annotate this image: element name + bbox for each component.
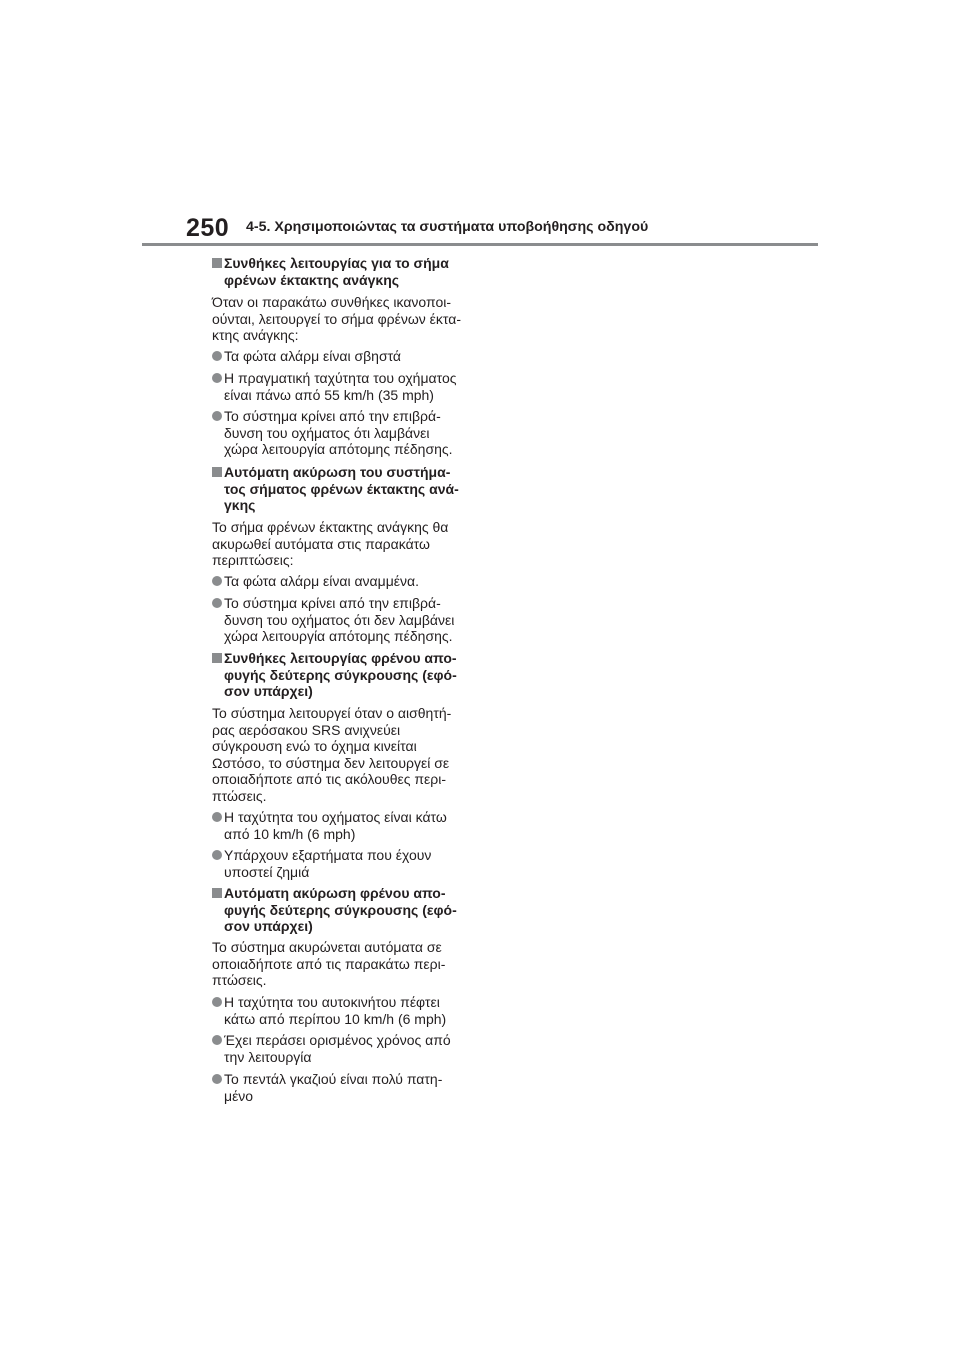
square-bullet-icon (212, 258, 222, 268)
text-line: σύγκρουση ενώ το όχημα κινείται (212, 738, 417, 755)
round-bullet-icon (212, 411, 222, 421)
round-bullet-icon (212, 351, 222, 361)
bullet-item (212, 847, 431, 880)
round-bullet-icon (212, 576, 222, 586)
text-line: κτης ανάγκης: (212, 327, 299, 344)
text-line: υποστεί ζημιά (224, 863, 310, 880)
bullet-item (212, 809, 447, 842)
round-bullet-icon (212, 1074, 222, 1084)
round-bullet-icon (212, 1035, 222, 1045)
bullet-item (212, 408, 453, 458)
text-line: ρας αερόσακου SRS ανιχνεύει (212, 721, 401, 738)
section-title: 4-5. Χρησιμοποιώντας τα συστήματα υποβοήθησης οδηγού (246, 219, 649, 235)
section-heading (212, 255, 449, 288)
text-line: Συνθήκες λειτουργίας για το σήμα (224, 255, 449, 271)
text-line: γκης (224, 497, 256, 514)
text-line: Αυτόματη ακύρωση του συστήμα- (224, 464, 451, 480)
paragraph (212, 294, 461, 344)
square-bullet-icon (212, 467, 222, 477)
text-line: Όταν οι παρακάτω συνθήκες ικανοποι- (212, 294, 452, 310)
round-bullet-icon (212, 373, 222, 383)
paragraph (212, 705, 451, 805)
text-line: οποιαδήποτε από τις παρακάτω περι- (212, 955, 446, 972)
round-bullet-icon (212, 598, 222, 608)
text-line: Το πεντάλ γκαζιού είναι πολύ πατη- (224, 1071, 443, 1087)
section-heading (212, 650, 457, 700)
round-bullet-icon (212, 997, 222, 1007)
text-line: σον υπάρχει) (224, 683, 313, 700)
text-line: Το σύστημα κρίνει από την επιβρά- (224, 595, 441, 611)
text-line: την λειτουργία (224, 1048, 312, 1065)
text-line: πτώσεις. (212, 787, 267, 804)
text-line: φρένων έκτακτης ανάγκης (224, 271, 400, 288)
text-line: Συνθήκες λειτουργίας φρένου απο- (224, 650, 457, 666)
bullet-item (212, 994, 446, 1027)
text-line: δυνση του οχήματος ότι λαμβάνει (224, 424, 430, 441)
text-line: περιπτώσεις: (212, 552, 294, 569)
text-line: οποιαδήποτε από τις ακόλουθες περι- (212, 771, 447, 788)
round-bullet-icon (212, 812, 222, 822)
bullet-item (212, 370, 457, 403)
text-line: Το σύστημα λειτουργεί όταν ο αισθητή- (212, 705, 452, 721)
text-line: Η ταχύτητα του αυτοκινήτου πέφτει (224, 994, 440, 1010)
text-line: χώρα λειτουργία απότομης πέδησης. (224, 441, 453, 458)
text-line: από 10 km/h (6 mph) (224, 825, 356, 842)
text-line: φυγής δεύτερης σύγκρουσης (εφό- (224, 901, 457, 918)
page-number: 250 (186, 214, 230, 242)
bullet-item (212, 1032, 451, 1065)
text-line: φυγής δεύτερης σύγκρουσης (εφό- (224, 666, 457, 683)
text-line: Υπάρχουν εξαρτήματα που έχουν (224, 847, 432, 863)
section-heading (212, 464, 459, 514)
header-rule (142, 243, 818, 246)
text-line: είναι πάνω από 55 km/h (35 mph) (224, 386, 434, 403)
text-line: κάτω από περίπου 10 km/h (6 mph) (224, 1010, 447, 1027)
round-bullet-icon (212, 850, 222, 860)
paragraph (212, 939, 445, 989)
text-line: δυνση του οχήματος ότι δεν λαμβάνει (224, 611, 455, 628)
text-line: Το σύστημα ακυρώνεται αυτόματα σε (212, 939, 442, 955)
text-line: Ωστόσο, το σύστημα δεν λειτουργεί σε (212, 754, 450, 771)
text-line: ούνται, λειτουργεί το σήμα φρένων έκτα- (212, 310, 462, 327)
text-line: πτώσεις. (212, 972, 267, 989)
bullet-item (212, 1071, 442, 1104)
text-line: Τα φώτα αλάρμ είναι αναμμένα. (224, 573, 420, 589)
bullet-item (212, 573, 419, 590)
text-line: Το σήμα φρένων έκτακτης ανάγκης θα (212, 519, 449, 535)
text-line: Αυτόματη ακύρωση φρένου απο- (224, 885, 446, 901)
text-line: χώρα λειτουργία απότομης πέδησης. (224, 628, 453, 645)
text-line: σον υπάρχει) (224, 918, 313, 935)
section-heading (212, 885, 457, 935)
text-line: ακυρωθεί αυτόματα στις παρακάτω (212, 535, 430, 552)
bullet-item (212, 595, 454, 645)
square-bullet-icon (212, 888, 222, 898)
text-line: Τα φώτα αλάρμ είναι σβηστά (224, 348, 402, 364)
square-bullet-icon (212, 653, 222, 663)
text-line: Το σύστημα κρίνει από την επιβρά- (224, 408, 441, 424)
text-line: Η ταχύτητα του οχήματος είναι κάτω (224, 809, 447, 825)
bullet-item (212, 348, 401, 365)
text-line: τος σήματος φρένων έκτακτης ανά- (224, 480, 459, 497)
text-line: Η πραγματική ταχύτητα του οχήματος (224, 370, 457, 386)
text-line: μένο (224, 1087, 254, 1104)
paragraph (212, 519, 448, 569)
text-line: Έχει περάσει ορισμένος χρόνος από (224, 1032, 451, 1048)
